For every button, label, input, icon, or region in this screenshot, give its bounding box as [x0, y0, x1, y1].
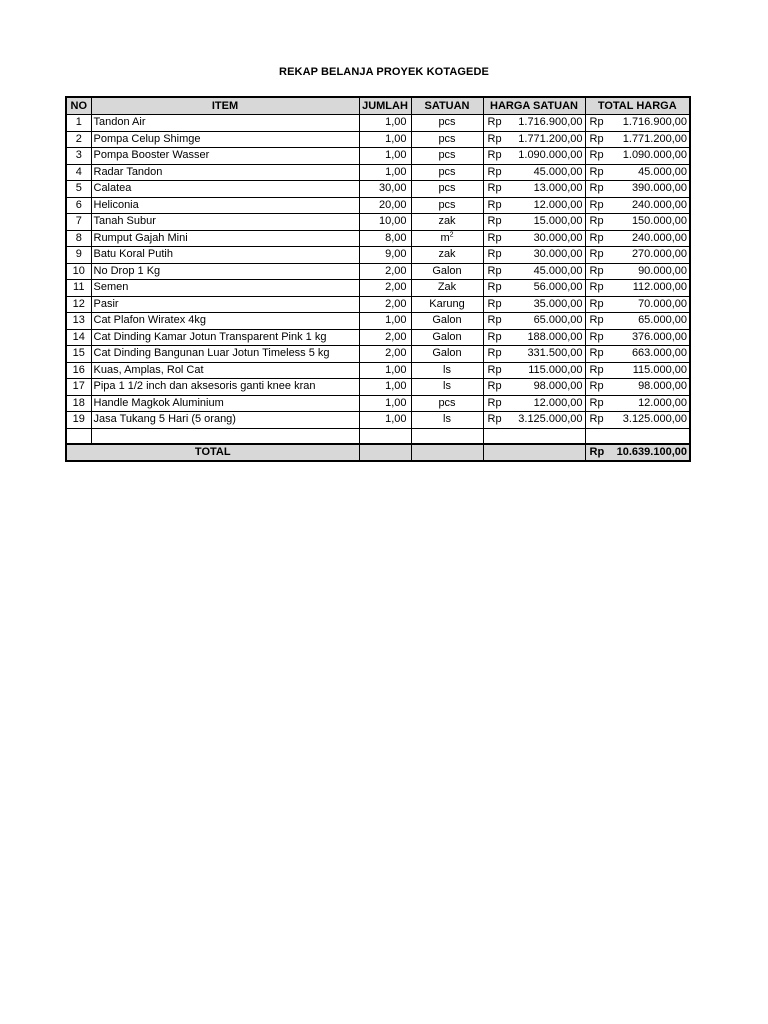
total-price: 115.000,00 [632, 363, 687, 376]
unit-price: 56.000,00 [533, 281, 583, 294]
total-price-cell [585, 131, 690, 148]
unit-price-cell [483, 197, 585, 214]
unit-text: pcs [438, 116, 456, 129]
item-unit [411, 362, 483, 379]
total-price-cell [585, 197, 690, 214]
price-currency: Rp [487, 116, 502, 129]
total-price-cell [585, 395, 690, 412]
unit-text: Galon [432, 314, 462, 327]
item-quantity: 8,00 [359, 230, 411, 247]
table-row [66, 346, 690, 363]
total-price-cell [585, 148, 690, 165]
row-number: 3 [66, 148, 91, 165]
total-currency: Rp [589, 330, 604, 343]
unit-text: ls [443, 363, 451, 376]
item-unit [411, 247, 483, 264]
item-name: Calatea [91, 181, 359, 198]
table-row [66, 329, 690, 346]
item-quantity: 9,00 [359, 247, 411, 264]
unit-text: Galon [432, 330, 462, 343]
item-unit [411, 395, 483, 412]
unit-price-cell [483, 164, 585, 181]
price-currency: Rp [487, 281, 502, 294]
table-row [66, 280, 690, 297]
total-price: 3.125.000,00 [622, 413, 687, 426]
unit-price: 30.000,00 [533, 231, 583, 244]
header-qty: JUMLAH [359, 97, 411, 115]
unit-price: 98.000,00 [533, 380, 583, 393]
item-name: Pipa 1 1/2 inch dan aksesoris ganti knee kran [91, 379, 359, 396]
item-quantity: 30,00 [359, 181, 411, 198]
item-name: Batu Koral Putih [91, 247, 359, 264]
row-number: 16 [66, 362, 91, 379]
table-row [66, 214, 690, 231]
table-row [66, 313, 690, 330]
unit-price: 65.000,00 [533, 314, 583, 327]
unit-text: Zak [437, 281, 457, 294]
price-currency: Rp [487, 198, 502, 211]
price-currency: Rp [487, 264, 502, 277]
table-row [66, 197, 690, 214]
table-row [66, 395, 690, 412]
price-currency: Rp [487, 132, 502, 145]
total-price-cell [585, 280, 690, 297]
price-currency: Rp [487, 297, 502, 310]
unit-price: 12.000,00 [533, 198, 583, 211]
total-price: 270.000,00 [631, 248, 687, 261]
total-currency: Rp [589, 231, 604, 244]
row-number: 10 [66, 263, 91, 280]
item-name: Handle Magkok Aluminium [91, 395, 359, 412]
row-number: 9 [66, 247, 91, 264]
unit-price: 1.771.200,00 [518, 132, 583, 145]
total-price-cell [585, 362, 690, 379]
total-price: 663.000,00 [631, 347, 687, 360]
price-currency: Rp [487, 363, 502, 376]
price-currency: Rp [487, 330, 502, 343]
row-number: 4 [66, 164, 91, 181]
unit-price-cell [483, 181, 585, 198]
price-currency: Rp [487, 347, 502, 360]
sheet-title: REKAP BELANJA PROYEK KOTAGEDE [279, 66, 489, 78]
unit-price: 1.090.000,00 [518, 149, 583, 162]
blank-cell [66, 428, 91, 444]
item-name: Rumput Gajah Mini [91, 230, 359, 247]
table-row [66, 131, 690, 148]
unit-price-cell [483, 296, 585, 313]
row-number: 5 [66, 181, 91, 198]
item-unit [411, 379, 483, 396]
total-price-cell [585, 115, 690, 132]
item-name: Semen [91, 280, 359, 297]
item-name: Kuas, Amplas, Rol Cat [91, 362, 359, 379]
unit-text: pcs [438, 198, 456, 211]
unit-price: 3.125.000,00 [518, 413, 583, 426]
item-quantity: 2,00 [359, 329, 411, 346]
unit-price-cell [483, 346, 585, 363]
total-price-cell [585, 247, 690, 264]
total-currency: Rp [589, 149, 604, 162]
unit-text: pcs [438, 149, 456, 162]
unit-price: 12.000,00 [533, 396, 583, 409]
total-empty-cell [411, 444, 483, 461]
unit-price: 45.000,00 [533, 264, 583, 277]
item-unit [411, 280, 483, 297]
total-price: 390.000,00 [631, 182, 687, 195]
item-name: Tandon Air [91, 115, 359, 132]
unit-price-cell [483, 329, 585, 346]
item-unit [411, 263, 483, 280]
item-quantity: 1,00 [359, 313, 411, 330]
item-quantity: 1,00 [359, 164, 411, 181]
unit-price-cell [483, 115, 585, 132]
unit-text: pcs [438, 165, 456, 178]
unit-price: 15.000,00 [533, 215, 583, 228]
total-currency: Rp [589, 347, 604, 360]
total-price: 1.090.000,00 [622, 149, 687, 162]
item-name: Jasa Tukang 5 Hari (5 orang) [91, 412, 359, 429]
total-price: 240.000,00 [631, 231, 687, 244]
total-price: 112.000,00 [632, 281, 687, 294]
unit-text: m [440, 231, 450, 244]
item-unit [411, 181, 483, 198]
blank-cell [411, 428, 483, 444]
total-currency: Rp [589, 198, 604, 211]
table-row [66, 230, 690, 247]
header-total-price: TOTAL HARGA [585, 97, 690, 115]
unit-price: 35.000,00 [533, 297, 583, 310]
unit-superscript: 2 [449, 231, 454, 239]
item-quantity: 1,00 [359, 362, 411, 379]
unit-text: pcs [438, 182, 456, 195]
row-number: 6 [66, 197, 91, 214]
unit-price-cell [483, 148, 585, 165]
total-currency: Rp [589, 297, 604, 310]
row-number: 7 [66, 214, 91, 231]
blank-cell [91, 428, 359, 444]
item-unit [411, 148, 483, 165]
total-currency: Rp [589, 116, 604, 129]
total-price-cell [585, 379, 690, 396]
table-row [66, 296, 690, 313]
item-quantity: 2,00 [359, 263, 411, 280]
item-name: Pompa Booster Wasser [91, 148, 359, 165]
unit-text: ls [443, 413, 451, 426]
row-number: 11 [66, 280, 91, 297]
total-currency: Rp [589, 248, 604, 261]
row-number: 14 [66, 329, 91, 346]
item-unit [411, 329, 483, 346]
item-unit [411, 412, 483, 429]
price-currency: Rp [487, 215, 502, 228]
blank-cell [483, 428, 585, 444]
item-name: No Drop 1 Kg [91, 263, 359, 280]
unit-text: pcs [438, 396, 456, 409]
unit-text: Karung [429, 297, 465, 310]
blank-cell [359, 428, 411, 444]
item-quantity: 1,00 [359, 379, 411, 396]
total-currency: Rp [589, 380, 604, 393]
unit-price: 13.000,00 [533, 182, 583, 195]
unit-price-cell [483, 263, 585, 280]
grand-total-cell [585, 444, 690, 461]
unit-price-cell [483, 214, 585, 231]
item-unit [411, 346, 483, 363]
item-name: Cat Dinding Bangunan Luar Jotun Timeless 5 kg [91, 346, 359, 363]
price-currency: Rp [487, 149, 502, 162]
item-unit [411, 131, 483, 148]
row-number: 19 [66, 412, 91, 429]
unit-text: pcs [438, 132, 456, 145]
total-label: TOTAL [66, 444, 359, 461]
total-price-cell [585, 296, 690, 313]
unit-text: zak [438, 248, 456, 261]
table-row [66, 412, 690, 429]
item-name: Cat Dinding Kamar Jotun Transparent Pink 1 kg [91, 329, 359, 346]
unit-price-cell [483, 362, 585, 379]
grand-total-currency: Rp [589, 445, 605, 458]
total-price-cell [585, 164, 690, 181]
item-name: Cat Plafon Wiratex 4kg [91, 313, 359, 330]
header-unit-price: HARGA SATUAN [483, 97, 585, 115]
table-row [66, 181, 690, 198]
item-name: Radar Tandon [91, 164, 359, 181]
table-row [66, 148, 690, 165]
unit-price: 1.716.900,00 [518, 116, 583, 129]
price-currency: Rp [487, 413, 502, 426]
item-quantity: 2,00 [359, 296, 411, 313]
unit-price-cell [483, 131, 585, 148]
total-price: 1.771.200,00 [622, 132, 687, 145]
item-name: Pasir [91, 296, 359, 313]
header-row [66, 97, 690, 115]
total-price: 90.000,00 [638, 264, 687, 277]
table-row [66, 164, 690, 181]
total-currency: Rp [589, 182, 604, 195]
row-number: 18 [66, 395, 91, 412]
table-row [66, 115, 690, 132]
unit-price-cell [483, 412, 585, 429]
item-name: Pompa Celup Shimge [91, 131, 359, 148]
unit-price: 188.000,00 [527, 330, 583, 343]
unit-text: ls [443, 380, 451, 393]
total-price-cell [585, 214, 690, 231]
price-currency: Rp [487, 314, 502, 327]
row-number: 13 [66, 313, 91, 330]
item-quantity: 2,00 [359, 346, 411, 363]
total-price-cell [585, 313, 690, 330]
unit-price-cell [483, 379, 585, 396]
total-currency: Rp [589, 396, 604, 409]
total-currency: Rp [589, 363, 604, 376]
total-currency: Rp [589, 413, 604, 426]
row-number: 1 [66, 115, 91, 132]
item-quantity: 1,00 [359, 148, 411, 165]
price-currency: Rp [487, 231, 502, 244]
total-empty-cell [359, 444, 411, 461]
item-quantity: 2,00 [359, 280, 411, 297]
item-unit [411, 115, 483, 132]
total-price: 376.000,00 [631, 330, 687, 343]
table-row [66, 362, 690, 379]
total-currency: Rp [589, 281, 604, 294]
item-quantity: 1,00 [359, 115, 411, 132]
header-unit: SATUAN [411, 97, 483, 115]
item-quantity: 20,00 [359, 197, 411, 214]
total-currency: Rp [589, 132, 604, 145]
header-no: NO [66, 97, 91, 115]
total-currency: Rp [589, 165, 604, 178]
total-price: 98.000,00 [638, 380, 687, 393]
total-price: 65.000,00 [638, 314, 687, 327]
unit-price-cell [483, 313, 585, 330]
unit-price: 115.000,00 [528, 363, 583, 376]
unit-price: 331.500,00 [527, 347, 583, 360]
unit-price: 45.000,00 [533, 165, 583, 178]
item-unit [411, 164, 483, 181]
item-unit [411, 296, 483, 313]
unit-text: zak [438, 215, 456, 228]
unit-text: Galon [432, 347, 462, 360]
unit-price: 30.000,00 [533, 248, 583, 261]
total-price: 1.716.900,00 [622, 116, 687, 129]
header-item: ITEM [91, 97, 359, 115]
item-quantity: 1,00 [359, 412, 411, 429]
total-price: 150.000,00 [631, 215, 687, 228]
item-quantity: 10,00 [359, 214, 411, 231]
total-price: 45.000,00 [638, 165, 687, 178]
price-currency: Rp [487, 248, 502, 261]
total-price: 12.000,00 [638, 396, 687, 409]
item-unit [411, 313, 483, 330]
unit-text: Galon [432, 264, 462, 277]
row-number: 2 [66, 131, 91, 148]
unit-price-cell [483, 280, 585, 297]
unit-price-cell [483, 230, 585, 247]
total-price: 240.000,00 [631, 198, 687, 211]
unit-price-cell [483, 247, 585, 264]
price-currency: Rp [487, 165, 502, 178]
total-price: 70.000,00 [638, 297, 687, 310]
table-row [66, 247, 690, 264]
total-currency: Rp [589, 264, 604, 277]
row-number: 17 [66, 379, 91, 396]
table-row [66, 263, 690, 280]
total-price-cell [585, 412, 690, 429]
blank-row [66, 428, 690, 444]
item-name: Tanah Subur [91, 214, 359, 231]
total-empty-cell [483, 444, 585, 461]
total-price-cell [585, 329, 690, 346]
item-quantity: 1,00 [359, 395, 411, 412]
total-price-cell [585, 263, 690, 280]
item-unit [411, 214, 483, 231]
item-quantity: 1,00 [359, 131, 411, 148]
total-price-cell [585, 230, 690, 247]
price-currency: Rp [487, 396, 502, 409]
item-unit [411, 230, 483, 247]
price-currency: Rp [487, 182, 502, 195]
total-currency: Rp [589, 314, 604, 327]
row-number: 8 [66, 230, 91, 247]
grand-total-amount: 10.639.100,00 [616, 445, 687, 458]
table-row [66, 379, 690, 396]
row-number: 12 [66, 296, 91, 313]
total-price-cell [585, 346, 690, 363]
expense-table [65, 96, 691, 462]
item-unit [411, 197, 483, 214]
total-row [66, 444, 690, 461]
total-price-cell [585, 181, 690, 198]
unit-price-cell [483, 395, 585, 412]
total-currency: Rp [589, 215, 604, 228]
blank-cell [585, 428, 690, 444]
row-number: 15 [66, 346, 91, 363]
price-currency: Rp [487, 380, 502, 393]
item-name: Heliconia [91, 197, 359, 214]
